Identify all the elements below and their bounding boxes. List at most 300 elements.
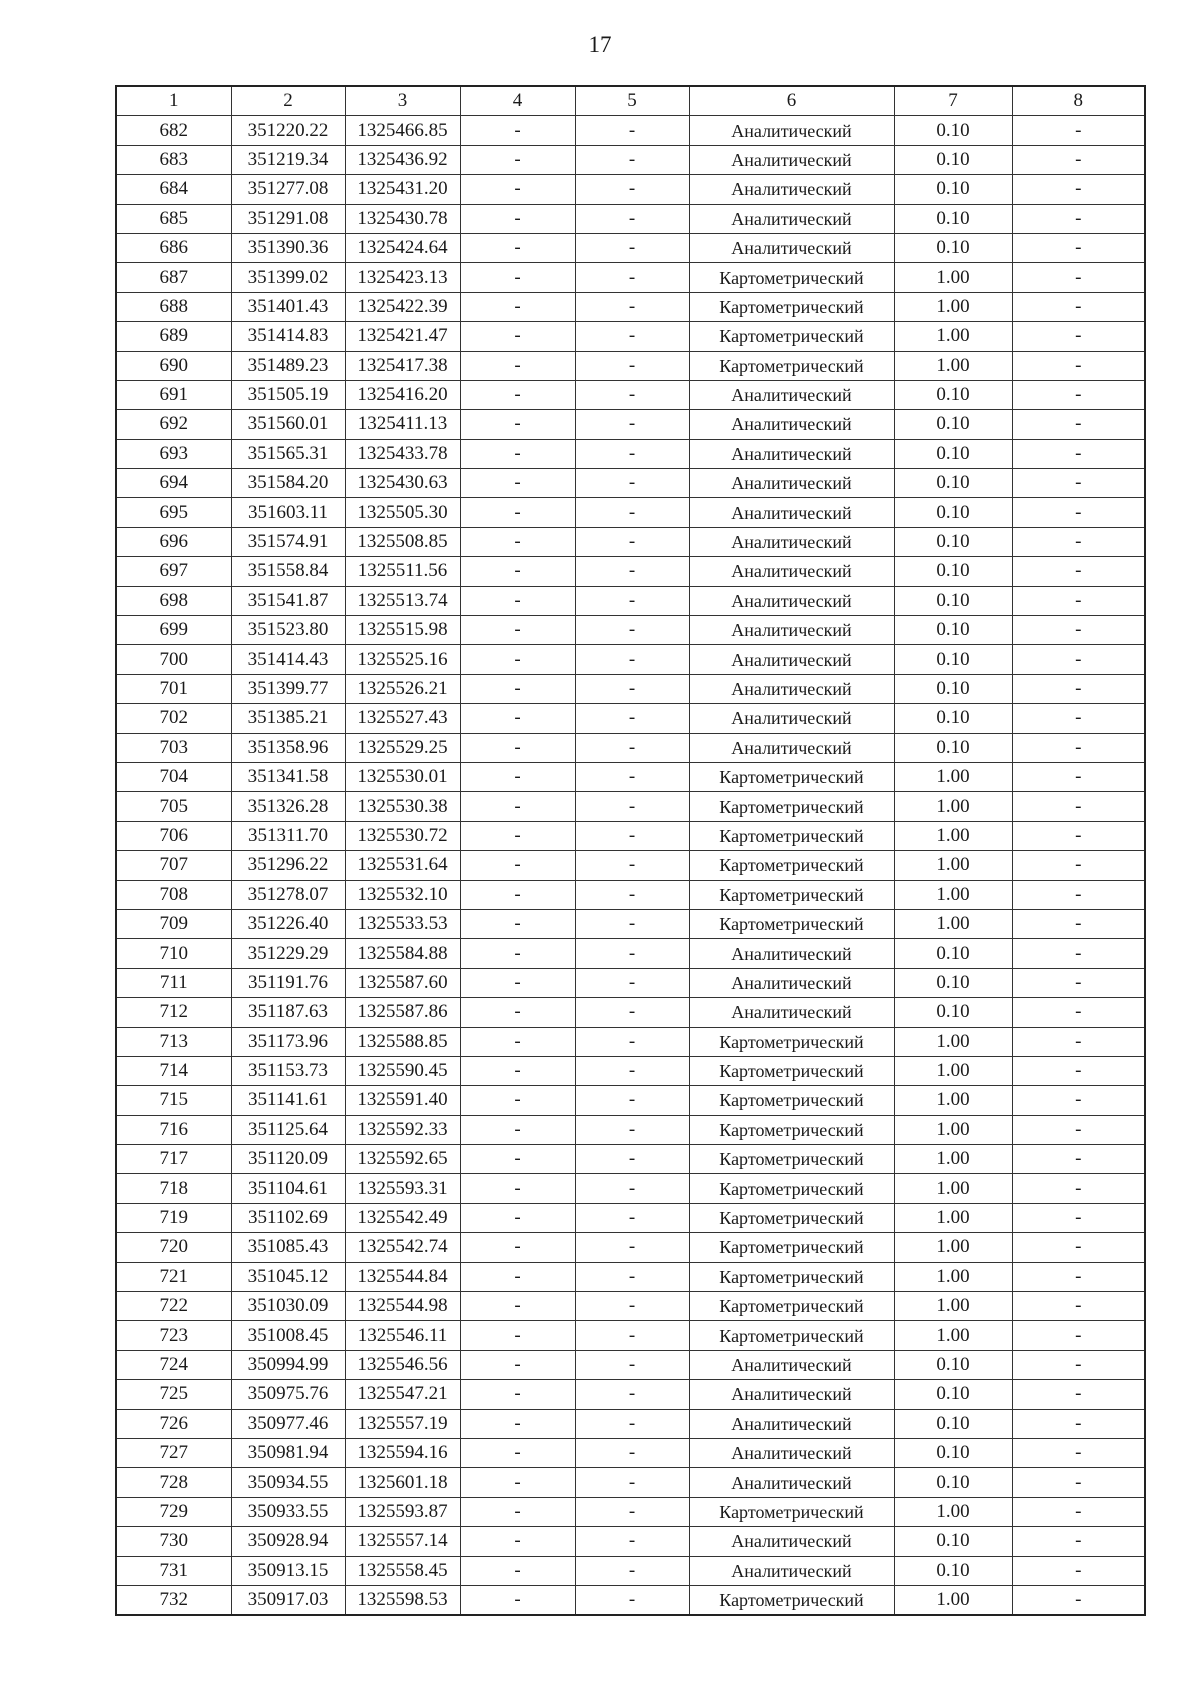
cell-accuracy: 0.10 xyxy=(894,469,1012,498)
cell-col-4: - xyxy=(460,704,575,733)
table-row xyxy=(116,1203,1145,1232)
cell-x-coordinate: 351401.43 xyxy=(231,292,345,321)
table-row xyxy=(116,498,1145,527)
cell-col-4: - xyxy=(460,1380,575,1409)
table-row xyxy=(116,204,1145,233)
cell-y-coordinate: 1325601.18 xyxy=(345,1468,460,1497)
cell-method: Аналитический xyxy=(689,586,894,615)
cell-point-number: 690 xyxy=(116,351,231,380)
cell-x-coordinate: 350977.46 xyxy=(231,1409,345,1438)
table-row xyxy=(116,762,1145,791)
cell-y-coordinate: 1325542.49 xyxy=(345,1203,460,1232)
cell-col-4: - xyxy=(460,1115,575,1144)
cell-method: Картометрический xyxy=(689,322,894,351)
cell-col-5: - xyxy=(575,1321,689,1350)
cell-point-number: 698 xyxy=(116,586,231,615)
table-row xyxy=(116,145,1145,174)
cell-accuracy: 1.00 xyxy=(894,1292,1012,1321)
cell-method: Аналитический xyxy=(689,968,894,997)
cell-col-8: - xyxy=(1012,1145,1145,1174)
cell-col-5: - xyxy=(575,233,689,262)
cell-col-8: - xyxy=(1012,557,1145,586)
cell-x-coordinate: 351565.31 xyxy=(231,439,345,468)
cell-y-coordinate: 1325433.78 xyxy=(345,439,460,468)
cell-accuracy: 0.10 xyxy=(894,145,1012,174)
cell-accuracy: 0.10 xyxy=(894,439,1012,468)
cell-y-coordinate: 1325515.98 xyxy=(345,616,460,645)
table-row xyxy=(116,322,1145,351)
cell-point-number: 725 xyxy=(116,1380,231,1409)
cell-point-number: 685 xyxy=(116,204,231,233)
cell-col-5: - xyxy=(575,1145,689,1174)
table-body xyxy=(116,116,1145,1615)
cell-y-coordinate: 1325511.56 xyxy=(345,557,460,586)
column-header-5: 5 xyxy=(575,86,689,116)
cell-accuracy: 0.10 xyxy=(894,968,1012,997)
cell-point-number: 695 xyxy=(116,498,231,527)
cell-col-5: - xyxy=(575,1468,689,1497)
cell-y-coordinate: 1325588.85 xyxy=(345,1027,460,1056)
cell-col-4: - xyxy=(460,1056,575,1085)
cell-x-coordinate: 351045.12 xyxy=(231,1262,345,1291)
cell-col-5: - xyxy=(575,439,689,468)
table-row xyxy=(116,263,1145,292)
cell-accuracy: 1.00 xyxy=(894,1203,1012,1232)
cell-x-coordinate: 351226.40 xyxy=(231,909,345,938)
cell-y-coordinate: 1325525.16 xyxy=(345,645,460,674)
cell-x-coordinate: 351296.22 xyxy=(231,851,345,880)
cell-accuracy: 0.10 xyxy=(894,645,1012,674)
table-row xyxy=(116,968,1145,997)
cell-point-number: 719 xyxy=(116,1203,231,1232)
cell-x-coordinate: 350994.99 xyxy=(231,1350,345,1379)
cell-method: Аналитический xyxy=(689,939,894,968)
cell-col-5: - xyxy=(575,1438,689,1467)
cell-y-coordinate: 1325533.53 xyxy=(345,909,460,938)
cell-accuracy: 0.10 xyxy=(894,998,1012,1027)
cell-col-8: - xyxy=(1012,439,1145,468)
cell-point-number: 684 xyxy=(116,175,231,204)
cell-x-coordinate: 351229.29 xyxy=(231,939,345,968)
cell-method: Аналитический xyxy=(689,557,894,586)
cell-point-number: 722 xyxy=(116,1292,231,1321)
table-row xyxy=(116,704,1145,733)
cell-method: Аналитический xyxy=(689,116,894,145)
cell-x-coordinate: 351489.23 xyxy=(231,351,345,380)
cell-method: Картометрический xyxy=(689,880,894,909)
table-row xyxy=(116,1233,1145,1262)
cell-y-coordinate: 1325530.72 xyxy=(345,821,460,850)
cell-col-4: - xyxy=(460,1556,575,1585)
cell-x-coordinate: 350933.55 xyxy=(231,1497,345,1526)
cell-method: Аналитический xyxy=(689,469,894,498)
cell-y-coordinate: 1325527.43 xyxy=(345,704,460,733)
cell-col-4: - xyxy=(460,1027,575,1056)
cell-col-4: - xyxy=(460,998,575,1027)
cell-col-5: - xyxy=(575,1174,689,1203)
cell-point-number: 710 xyxy=(116,939,231,968)
cell-y-coordinate: 1325422.39 xyxy=(345,292,460,321)
cell-x-coordinate: 350928.94 xyxy=(231,1527,345,1556)
cell-point-number: 707 xyxy=(116,851,231,880)
cell-y-coordinate: 1325531.64 xyxy=(345,851,460,880)
cell-col-4: - xyxy=(460,909,575,938)
cell-col-4: - xyxy=(460,1262,575,1291)
cell-x-coordinate: 351326.28 xyxy=(231,792,345,821)
table-row xyxy=(116,821,1145,850)
cell-x-coordinate: 350975.76 xyxy=(231,1380,345,1409)
cell-y-coordinate: 1325544.98 xyxy=(345,1292,460,1321)
cell-y-coordinate: 1325421.47 xyxy=(345,322,460,351)
cell-point-number: 697 xyxy=(116,557,231,586)
cell-point-number: 691 xyxy=(116,380,231,409)
cell-x-coordinate: 351278.07 xyxy=(231,880,345,909)
cell-col-8: - xyxy=(1012,851,1145,880)
cell-col-4: - xyxy=(460,762,575,791)
column-header-8: 8 xyxy=(1012,86,1145,116)
cell-col-4: - xyxy=(460,263,575,292)
cell-accuracy: 1.00 xyxy=(894,762,1012,791)
cell-col-4: - xyxy=(460,557,575,586)
column-header-3: 3 xyxy=(345,86,460,116)
cell-col-8: - xyxy=(1012,1556,1145,1585)
cell-col-8: - xyxy=(1012,204,1145,233)
cell-col-4: - xyxy=(460,233,575,262)
cell-col-8: - xyxy=(1012,263,1145,292)
cell-col-4: - xyxy=(460,821,575,850)
table-row xyxy=(116,439,1145,468)
cell-y-coordinate: 1325513.74 xyxy=(345,586,460,615)
cell-col-8: - xyxy=(1012,469,1145,498)
cell-col-8: - xyxy=(1012,939,1145,968)
cell-method: Аналитический xyxy=(689,998,894,1027)
table-row xyxy=(116,1115,1145,1144)
cell-y-coordinate: 1325416.20 xyxy=(345,380,460,409)
cell-point-number: 728 xyxy=(116,1468,231,1497)
cell-point-number: 693 xyxy=(116,439,231,468)
cell-method: Аналитический xyxy=(689,380,894,409)
cell-x-coordinate: 351341.58 xyxy=(231,762,345,791)
table-row xyxy=(116,851,1145,880)
table-row xyxy=(116,939,1145,968)
cell-y-coordinate: 1325587.86 xyxy=(345,998,460,1027)
cell-method: Картометрический xyxy=(689,1585,894,1615)
cell-point-number: 700 xyxy=(116,645,231,674)
table-row xyxy=(116,1292,1145,1321)
cell-col-5: - xyxy=(575,322,689,351)
cell-x-coordinate: 351560.01 xyxy=(231,410,345,439)
cell-x-coordinate: 351104.61 xyxy=(231,1174,345,1203)
cell-col-4: - xyxy=(460,410,575,439)
cell-col-5: - xyxy=(575,1027,689,1056)
cell-method: Картометрический xyxy=(689,1203,894,1232)
cell-col-8: - xyxy=(1012,733,1145,762)
cell-x-coordinate: 351008.45 xyxy=(231,1321,345,1350)
cell-accuracy: 1.00 xyxy=(894,1145,1012,1174)
cell-accuracy: 0.10 xyxy=(894,557,1012,586)
cell-method: Картометрический xyxy=(689,1262,894,1291)
cell-col-8: - xyxy=(1012,586,1145,615)
table-row xyxy=(116,733,1145,762)
cell-y-coordinate: 1325546.11 xyxy=(345,1321,460,1350)
cell-col-8: - xyxy=(1012,1468,1145,1497)
cell-method: Картометрический xyxy=(689,1321,894,1350)
cell-col-5: - xyxy=(575,263,689,292)
cell-method: Картометрический xyxy=(689,263,894,292)
cell-accuracy: 0.10 xyxy=(894,616,1012,645)
cell-col-5: - xyxy=(575,1115,689,1144)
cell-col-5: - xyxy=(575,204,689,233)
cell-y-coordinate: 1325530.38 xyxy=(345,792,460,821)
cell-method: Аналитический xyxy=(689,616,894,645)
cell-method: Картометрический xyxy=(689,909,894,938)
cell-col-4: - xyxy=(460,145,575,174)
cell-y-coordinate: 1325544.84 xyxy=(345,1262,460,1291)
cell-accuracy: 0.10 xyxy=(894,704,1012,733)
cell-y-coordinate: 1325466.85 xyxy=(345,116,460,145)
cell-accuracy: 0.10 xyxy=(894,116,1012,145)
table-row xyxy=(116,1380,1145,1409)
table-row xyxy=(116,233,1145,262)
cell-col-8: - xyxy=(1012,968,1145,997)
cell-col-4: - xyxy=(460,645,575,674)
table-row xyxy=(116,1350,1145,1379)
cell-col-4: - xyxy=(460,1174,575,1203)
cell-col-4: - xyxy=(460,351,575,380)
table-row xyxy=(116,1409,1145,1438)
cell-method: Аналитический xyxy=(689,1380,894,1409)
cell-accuracy: 1.00 xyxy=(894,1027,1012,1056)
cell-col-4: - xyxy=(460,1145,575,1174)
cell-col-8: - xyxy=(1012,998,1145,1027)
cell-col-8: - xyxy=(1012,1027,1145,1056)
cell-col-4: - xyxy=(460,1292,575,1321)
cell-x-coordinate: 351291.08 xyxy=(231,204,345,233)
cell-col-4: - xyxy=(460,439,575,468)
cell-col-8: - xyxy=(1012,1056,1145,1085)
cell-col-5: - xyxy=(575,351,689,380)
cell-accuracy: 0.10 xyxy=(894,1438,1012,1467)
cell-col-8: - xyxy=(1012,380,1145,409)
column-header-6: 6 xyxy=(689,86,894,116)
page-number: 17 xyxy=(588,32,612,57)
table-row xyxy=(116,909,1145,938)
cell-y-coordinate: 1325430.78 xyxy=(345,204,460,233)
cell-col-4: - xyxy=(460,1203,575,1232)
cell-method: Картометрический xyxy=(689,762,894,791)
cell-col-5: - xyxy=(575,1262,689,1291)
cell-accuracy: 1.00 xyxy=(894,263,1012,292)
cell-y-coordinate: 1325592.33 xyxy=(345,1115,460,1144)
table-row xyxy=(116,1438,1145,1467)
cell-x-coordinate: 351173.96 xyxy=(231,1027,345,1056)
cell-point-number: 729 xyxy=(116,1497,231,1526)
cell-col-4: - xyxy=(460,674,575,703)
cell-x-coordinate: 351120.09 xyxy=(231,1145,345,1174)
cell-col-4: - xyxy=(460,175,575,204)
cell-method: Картометрический xyxy=(689,1174,894,1203)
cell-x-coordinate: 351390.36 xyxy=(231,233,345,262)
cell-y-coordinate: 1325592.65 xyxy=(345,1145,460,1174)
cell-col-8: - xyxy=(1012,1321,1145,1350)
cell-accuracy: 0.10 xyxy=(894,586,1012,615)
cell-col-4: - xyxy=(460,380,575,409)
cell-col-5: - xyxy=(575,498,689,527)
cell-y-coordinate: 1325529.25 xyxy=(345,733,460,762)
cell-col-5: - xyxy=(575,880,689,909)
cell-col-5: - xyxy=(575,145,689,174)
cell-accuracy: 0.10 xyxy=(894,939,1012,968)
cell-point-number: 726 xyxy=(116,1409,231,1438)
cell-x-coordinate: 351399.77 xyxy=(231,674,345,703)
cell-y-coordinate: 1325590.45 xyxy=(345,1056,460,1085)
column-header-4: 4 xyxy=(460,86,575,116)
cell-col-4: - xyxy=(460,1468,575,1497)
cell-x-coordinate: 351153.73 xyxy=(231,1056,345,1085)
table-row xyxy=(116,645,1145,674)
cell-col-5: - xyxy=(575,1056,689,1085)
cell-method: Аналитический xyxy=(689,1438,894,1467)
cell-accuracy: 1.00 xyxy=(894,792,1012,821)
cell-point-number: 731 xyxy=(116,1556,231,1585)
cell-col-5: - xyxy=(575,410,689,439)
column-header-2: 2 xyxy=(231,86,345,116)
cell-col-5: - xyxy=(575,1556,689,1585)
cell-col-8: - xyxy=(1012,1438,1145,1467)
table-row xyxy=(116,292,1145,321)
cell-col-4: - xyxy=(460,1409,575,1438)
table-row xyxy=(116,1174,1145,1203)
cell-col-5: - xyxy=(575,1409,689,1438)
cell-method: Аналитический xyxy=(689,1350,894,1379)
cell-point-number: 706 xyxy=(116,821,231,850)
cell-col-8: - xyxy=(1012,1115,1145,1144)
cell-point-number: 724 xyxy=(116,1350,231,1379)
cell-col-4: - xyxy=(460,204,575,233)
cell-y-coordinate: 1325430.63 xyxy=(345,469,460,498)
cell-y-coordinate: 1325557.14 xyxy=(345,1527,460,1556)
cell-col-5: - xyxy=(575,851,689,880)
cell-col-5: - xyxy=(575,792,689,821)
table-row xyxy=(116,557,1145,586)
cell-point-number: 709 xyxy=(116,909,231,938)
cell-col-4: - xyxy=(460,616,575,645)
table-row xyxy=(116,1468,1145,1497)
cell-point-number: 713 xyxy=(116,1027,231,1056)
cell-col-4: - xyxy=(460,939,575,968)
cell-col-4: - xyxy=(460,968,575,997)
cell-method: Аналитический xyxy=(689,645,894,674)
cell-method: Аналитический xyxy=(689,439,894,468)
cell-col-5: - xyxy=(575,733,689,762)
cell-point-number: 701 xyxy=(116,674,231,703)
cell-col-8: - xyxy=(1012,674,1145,703)
cell-col-4: - xyxy=(460,1585,575,1615)
cell-method: Картометрический xyxy=(689,1115,894,1144)
cell-accuracy: 0.10 xyxy=(894,1350,1012,1379)
cell-accuracy: 1.00 xyxy=(894,351,1012,380)
cell-x-coordinate: 351358.96 xyxy=(231,733,345,762)
cell-y-coordinate: 1325584.88 xyxy=(345,939,460,968)
cell-point-number: 682 xyxy=(116,116,231,145)
cell-point-number: 730 xyxy=(116,1527,231,1556)
cell-col-5: - xyxy=(575,175,689,204)
cell-col-5: - xyxy=(575,909,689,938)
cell-col-4: - xyxy=(460,733,575,762)
cell-method: Аналитический xyxy=(689,1556,894,1585)
cell-x-coordinate: 351523.80 xyxy=(231,616,345,645)
cell-point-number: 718 xyxy=(116,1174,231,1203)
cell-x-coordinate: 351584.20 xyxy=(231,469,345,498)
cell-x-coordinate: 351277.08 xyxy=(231,175,345,204)
cell-accuracy: 0.10 xyxy=(894,1527,1012,1556)
cell-point-number: 714 xyxy=(116,1056,231,1085)
cell-col-4: - xyxy=(460,851,575,880)
cell-col-5: - xyxy=(575,1350,689,1379)
cell-y-coordinate: 1325436.92 xyxy=(345,145,460,174)
cell-x-coordinate: 351191.76 xyxy=(231,968,345,997)
cell-method: Аналитический xyxy=(689,733,894,762)
cell-col-4: - xyxy=(460,322,575,351)
cell-method: Картометрический xyxy=(689,292,894,321)
cell-accuracy: 0.10 xyxy=(894,1380,1012,1409)
cell-accuracy: 1.00 xyxy=(894,1086,1012,1115)
cell-col-4: - xyxy=(460,1233,575,1262)
cell-accuracy: 1.00 xyxy=(894,1585,1012,1615)
cell-col-8: - xyxy=(1012,498,1145,527)
coordinates-table xyxy=(115,85,1146,1616)
cell-point-number: 686 xyxy=(116,233,231,262)
cell-accuracy: 0.10 xyxy=(894,733,1012,762)
cell-col-8: - xyxy=(1012,1497,1145,1526)
cell-col-8: - xyxy=(1012,792,1145,821)
cell-method: Аналитический xyxy=(689,1409,894,1438)
cell-method: Картометрический xyxy=(689,792,894,821)
cell-accuracy: 0.10 xyxy=(894,233,1012,262)
cell-col-4: - xyxy=(460,880,575,909)
cell-accuracy: 1.00 xyxy=(894,322,1012,351)
cell-point-number: 717 xyxy=(116,1145,231,1174)
cell-y-coordinate: 1325530.01 xyxy=(345,762,460,791)
table-row xyxy=(116,998,1145,1027)
table-row xyxy=(116,351,1145,380)
cell-accuracy: 1.00 xyxy=(894,1056,1012,1085)
cell-accuracy: 1.00 xyxy=(894,1262,1012,1291)
cell-method: Аналитический xyxy=(689,498,894,527)
cell-point-number: 705 xyxy=(116,792,231,821)
cell-point-number: 683 xyxy=(116,145,231,174)
cell-accuracy: 1.00 xyxy=(894,1174,1012,1203)
cell-point-number: 689 xyxy=(116,322,231,351)
cell-method: Картометрический xyxy=(689,1292,894,1321)
cell-col-8: - xyxy=(1012,880,1145,909)
cell-col-8: - xyxy=(1012,175,1145,204)
cell-accuracy: 1.00 xyxy=(894,880,1012,909)
cell-col-5: - xyxy=(575,1292,689,1321)
table-row xyxy=(116,527,1145,556)
cell-method: Картометрический xyxy=(689,1056,894,1085)
cell-method: Аналитический xyxy=(689,527,894,556)
cell-col-5: - xyxy=(575,557,689,586)
cell-col-5: - xyxy=(575,1233,689,1262)
cell-y-coordinate: 1325532.10 xyxy=(345,880,460,909)
cell-col-4: - xyxy=(460,1438,575,1467)
cell-method: Аналитический xyxy=(689,1527,894,1556)
cell-col-8: - xyxy=(1012,1233,1145,1262)
cell-x-coordinate: 350934.55 xyxy=(231,1468,345,1497)
table-header-row xyxy=(116,86,1145,116)
cell-x-coordinate: 351102.69 xyxy=(231,1203,345,1232)
